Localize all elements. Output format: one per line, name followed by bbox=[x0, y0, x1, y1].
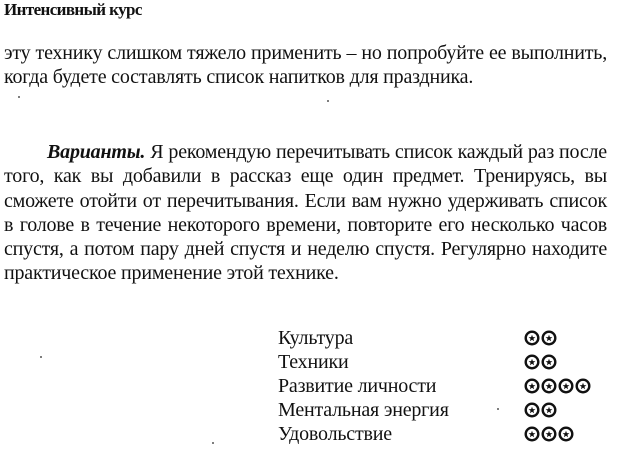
star-in-circle-icon bbox=[524, 426, 540, 442]
rating-stars bbox=[524, 330, 557, 346]
star-in-circle-icon bbox=[524, 354, 540, 370]
star-in-circle-icon bbox=[541, 378, 557, 394]
star-in-circle-icon bbox=[558, 378, 574, 394]
rating-row bbox=[278, 398, 608, 422]
star-in-circle-icon bbox=[558, 426, 574, 442]
rating-label: Удовольствие bbox=[278, 422, 392, 445]
scan-speck bbox=[40, 356, 42, 358]
rating-row bbox=[278, 374, 608, 398]
scan-speck bbox=[18, 96, 20, 98]
star-in-circle-icon bbox=[541, 402, 557, 418]
rating-label: Развитие личности bbox=[278, 374, 437, 397]
paragraph-text: Я рекомендую перечитывать список каждый раз после того, как вы добавили в рассказ еще один предмет. Тренируясь, вы сможете отойти от перечитывания. Если вам нужно удерживать список в голове в течение некоторого времени, повторите его несколько часов спустя, а потом пару дней спустя и неделю спустя. Регулярно находите практическое применение этой технике. bbox=[4, 141, 607, 285]
rating-stars bbox=[524, 402, 557, 418]
paragraph-variants bbox=[4, 140, 607, 286]
rating-label: Ментальная энергия bbox=[278, 398, 449, 421]
ratings-table bbox=[278, 326, 608, 446]
star-in-circle-icon bbox=[524, 378, 540, 394]
rating-row bbox=[278, 350, 608, 374]
scan-speck bbox=[497, 408, 499, 410]
rating-stars bbox=[524, 378, 591, 394]
rating-row bbox=[278, 326, 608, 350]
star-in-circle-icon bbox=[524, 330, 540, 346]
star-in-circle-icon bbox=[575, 378, 591, 394]
scan-speck bbox=[212, 442, 214, 444]
paragraph-continuation bbox=[4, 41, 607, 90]
rating-label: Культура bbox=[278, 326, 354, 349]
rating-stars bbox=[524, 354, 557, 370]
variants-heading: Варианты. bbox=[47, 141, 146, 163]
paragraph-text: эту технику слишком тяжело применить – но попробуйте ее выполнить, когда будете составлять список напитков для праздника. bbox=[4, 42, 607, 89]
star-in-circle-icon bbox=[541, 354, 557, 370]
rating-stars bbox=[524, 426, 574, 442]
star-in-circle-icon bbox=[541, 426, 557, 442]
rating-label: Техники bbox=[278, 350, 349, 373]
star-in-circle-icon bbox=[541, 330, 557, 346]
running-header: Интенсивный курс bbox=[4, 0, 142, 19]
scan-speck bbox=[327, 100, 329, 102]
rating-row bbox=[278, 422, 608, 446]
star-in-circle-icon bbox=[524, 402, 540, 418]
